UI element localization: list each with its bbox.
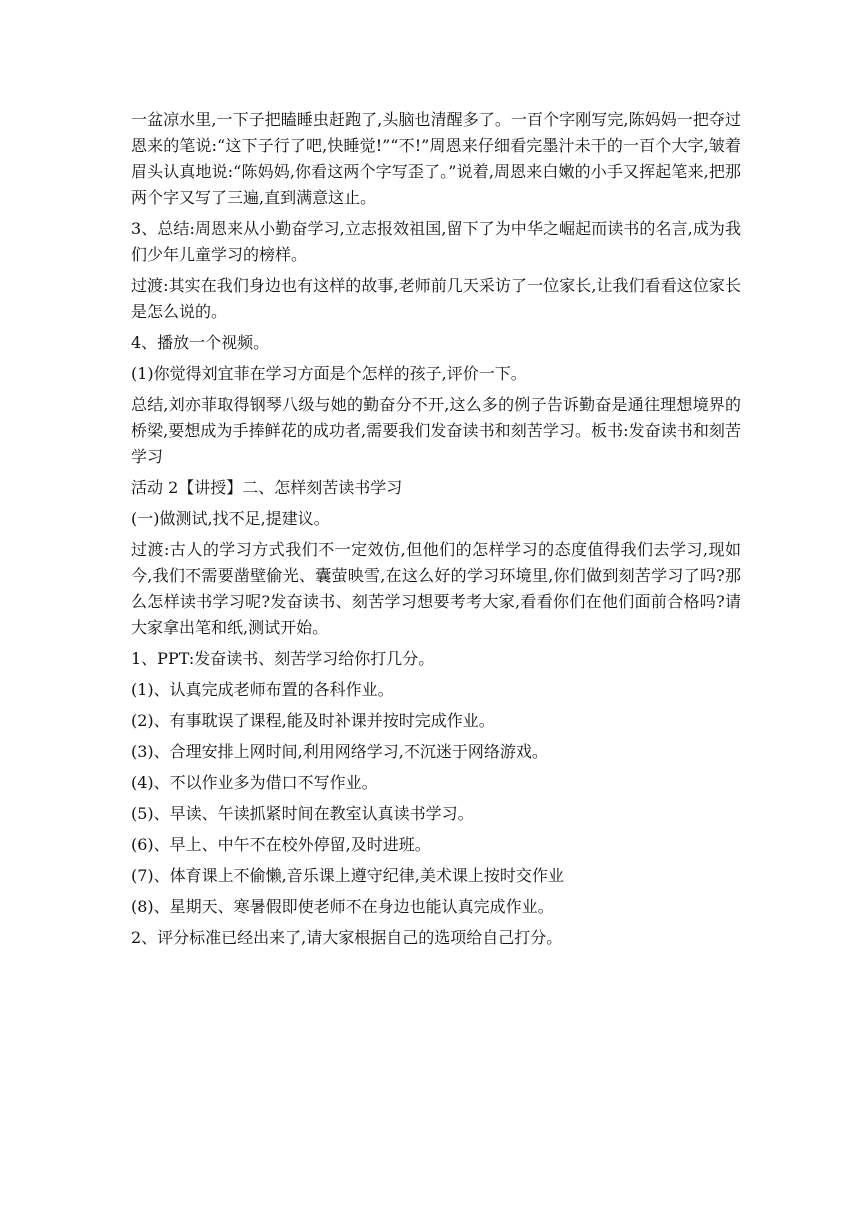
paragraph-summary-liu: 总结,刘亦菲取得钢琴八级与她的勤奋分不开,这么多的例子告诉勤奋是通往理想境界的桥梁,要想成为手捧鲜花的成功者,需要我们发奋读书和刻苦学习。板书:发奋读书和刻苦学习 [131,395,741,466]
list-item-1: (1)、认真完成老师布置的各科作业。 [131,680,394,699]
paragraph-scoring: 2、评分标准已经出来了,请大家根据自己的选项给自己打分。 [131,928,563,947]
document-body [131,107,741,956]
list-heading-ppt: 1、PPT:发奋读书、刻苦学习给你打几分。 [131,649,435,668]
paragraph-transition-parent: 过渡:其实在我们身边也有这样的故事,老师前几天采访了一位家长,让我们看看这位家长是怎么说的。 [131,276,741,321]
list-item-7: (7)、体育课上不偷懒,音乐课上遵守纪律,美术课上按时交作业 [131,866,564,885]
list-item-3: (3)、合理安排上网时间,利用网络学习,不沉迷于网络游戏。 [131,742,548,761]
paragraph-play-video: 4、播放一个视频。 [131,333,270,352]
paragraph-question-1: (1)你觉得刘宜菲在学习方面是个怎样的孩子,评价一下。 [131,364,527,383]
list-item-6: (6)、早上、中午不在校外停留,及时进班。 [131,835,431,854]
paragraph-story-continuation: 一盆凉水里,一下子把瞌睡虫赶跑了,头脑也清醒多了。一百个字刚写完,陈妈妈一把夺过恩来的笔说:“这下子行了吧,快睡觉!”“不!”周恩来仔细看完墨汁未干的一百个大字,皱着眉头认真地说:“陈妈妈,你看这两个字写歪了。”说着,周恩来白嫩的小手又挥起笔来,把那两个字又写了三遍,直到满意这止。 [131,110,741,207]
list-item-4: (4)、不以作业多为借口不写作业。 [131,773,378,792]
paragraph-transition-test: 过渡:古人的学习方式我们不一定效仿,但他们的怎样学习的态度值得我们去学习,现如今,我们不需要凿壁偷光、囊萤映雪,在这么好的学习环境里,你们做到刻苦学习了吗?那么怎样读书学习呢?发奋读书、刻苦学习想要考考大家,看看你们在他们面前合格吗?请大家拿出笔和纸,测试开始。 [131,540,741,637]
list-item-5: (5)、早读、午读抓紧时间在教室认真读书学习。 [131,804,474,823]
list-item-8: (8)、星期天、寒暑假即使老师不在身边也能认真完成作业。 [131,897,554,916]
paragraph-summary-zhou: 3、总结:周恩来从小勤奋学习,立志报效祖国,留下了为中华之崛起而读书的名言,成为我们少年儿童学习的榜样。 [131,219,741,264]
list-item-2: (2)、有事耽误了课程,能及时补课并按时完成作业。 [131,711,495,730]
subsection-heading-test: (一)做测试,找不足,提建议。 [131,509,330,528]
section-heading-activity-2: 活动 2【讲授】二、怎样刻苦读书学习 [131,478,403,497]
